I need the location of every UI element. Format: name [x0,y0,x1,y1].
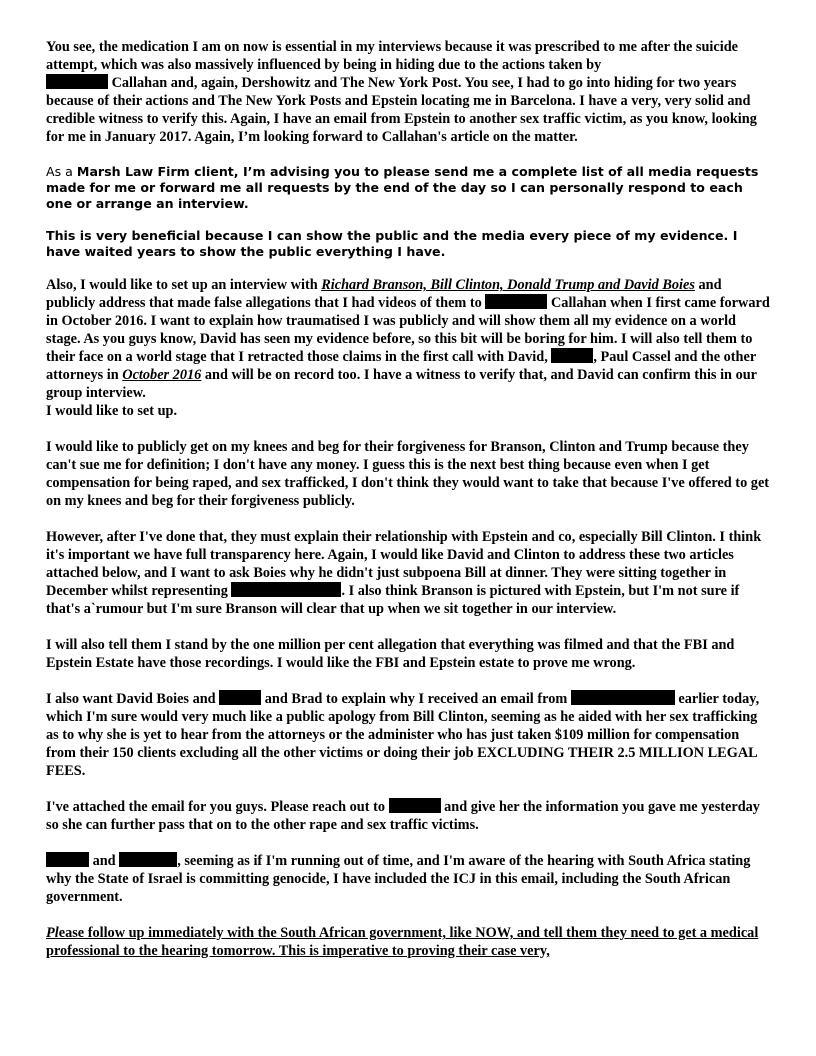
paragraph-forgiveness: I would like to publicly get on my knees and beg for their forgiveness for Branson, Clinton and Trump because they can't sue me for definition; I don't have any money. I guess this is the next best thing because even when I get compensation for being raped, and sex trafficked, I don't think they would want to take that because I've offered to get on my knees and beg for their forgiveness publicly. [46,439,770,509]
redaction-block [231,582,341,597]
redaction-block [46,74,108,89]
paragraph-interview-request: Also, I would like to set up an interview with Richard Branson, Bill Clinton, Donald Trump and David Boies and publicly address that made false allegations that I had videos of them to Callahan when I first came forward in October 2016. I want to explain how traumatised I was publicly and will show them all my evidence on a world stage. As you guys know, David has seen my evidence before, so this bit will be boring for him. I will also tell them to their face on a world stage that I retracted those claims in the first call with David, , Paul Cassel and the other attorneys in October 2016 and will be on record too. I have a witness to verify that, and David can confirm this in our group interview. I would like to set up. [46,277,770,419]
redaction-block [389,798,441,813]
redaction-block [46,852,89,867]
paragraph-beneficial: This is very beneficial because I can show the public and the media every piece of my evidence. I have waited years to show the public everything I have. [46,228,738,259]
paragraph-follow-up: Please follow up immediately with the South African government, like NOW, and tell them they need to get a medical professional to the hearing tomorrow. This is imperative to proving their case very, [46,925,759,959]
paragraph-transparency: However, after I've done that, they must explain their relationship with Epstein and co, especially Bill Clinton. I think it's important we have full transparency here. Again, I would like David and Clinton to address these two articles attached below, and I want to ask Boies why he didn't just subpoena Bill at dinner. They were sitting together in December whilst representing . I also think Branson is pictured with Epstein, but I'm not sure if that's a`rumour but I'm sure Branson will clear that up when we sit together in our interview. [46,529,762,617]
paragraph-allegation: I will also tell them I stand by the one million per cent allegation that everything was filmed and that the FBI and Epstein Estate have those recordings. I would like the FBI and Epstein estate to prove me wrong. [46,637,735,671]
redaction-block [571,690,675,705]
redaction-block [485,294,547,309]
paragraph-attached-email: I've attached the email for you guys. Please reach out to and give her the information you gave me yesterday so she can further pass that on to the other rape and sex traffic victims. [46,799,760,833]
redaction-block [551,348,593,363]
document-page [46,38,772,960]
paragraph-medication: You see, the medication I am on now is essential in my interviews because it was prescribed to me after the suicide attempt, which was also massively influenced by being in hiding due to the actions taken by Callahan and, again, Dershowitz and The New York Post. You see, I had to go into hiding for two years because of their actions and The New York Posts and Epstein locating me in Barcelona. I have a very, very solid and credible witness to verify this. Again, I have an email from Epstein to another sex traffic victim, as you know, looking for me in January 2017. Again, I’m looking forward to Callahan's article on the matter. [46,39,757,145]
paragraph-email-received: I also want David Boies and and Brad to explain why I received an email from earlier today, which I'm sure would very much like a public apology from Bill Clinton, seeming as he aided with her sex trafficking as to why she is yet to hear from the attorneys or the administer who has just taken $109 million for compensation from their 150 clients excluding all the other victims or doing their job EXCLUDING THEIR 2.5 MILLION LEGAL FEES. [46,691,760,779]
redaction-block [219,690,261,705]
redaction-block [119,852,177,867]
paragraph-marsh-law-firm: As a Marsh Law Firm client, I’m advising you to please send me a complete list of all media requests made for me or forward me all requests by the end of the day so I can personally respond to each one or arrange an interview. [46,164,759,211]
paragraph-icj: and , seeming as if I'm running out of time, and I'm aware of the hearing with South Africa stating why the State of Israel is committing genocide, I have included the ICJ in this email, including the South African government. [46,853,751,905]
